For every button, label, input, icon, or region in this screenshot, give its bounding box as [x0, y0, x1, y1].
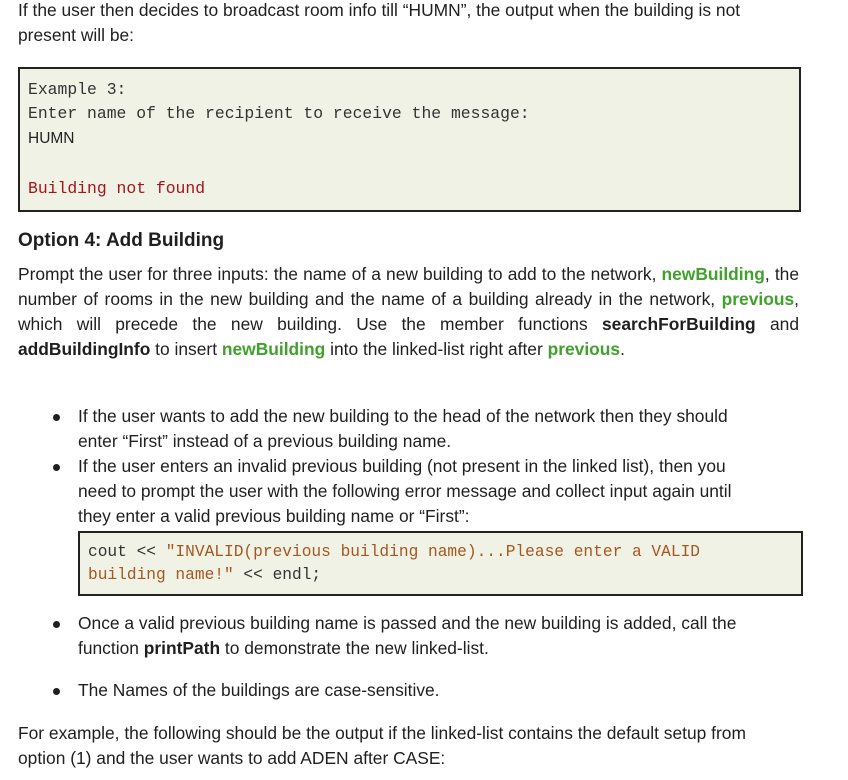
example-error: Building not found: [28, 179, 206, 198]
bullet-text: [78, 611, 778, 661]
term-previous-2: previous: [547, 339, 621, 359]
para-text-6: to insert: [150, 339, 222, 359]
para-text-1: Prompt the user for three inputs: the name of a new building to add to the network,: [18, 264, 657, 284]
code-line-1: [88, 541, 700, 563]
code-string-1: "INVALID(previous building name)...Please enter a VALID: [165, 543, 700, 561]
bullet-text: [78, 404, 778, 454]
para-text-8: .: [620, 339, 625, 359]
para-text-5: and: [755, 314, 799, 334]
section-paragraph: [18, 262, 799, 362]
example-3-box: [18, 67, 801, 212]
intro-line-2: present will be:: [18, 25, 134, 45]
intro-line-1: If the user then decides to broadcast room info till “HUMN”, the output when the building is not: [18, 0, 741, 20]
code-operator: <<: [233, 566, 273, 584]
bullet-text: The Names of the buildings are case-sensitive.: [78, 680, 440, 700]
term-searchforbuilding: searchForBuilding: [602, 314, 756, 334]
intro-paragraph: [18, 0, 802, 48]
term-previous: previous: [721, 289, 795, 309]
outro-line-2: option (1) and the user wants to add ADEN after CASE:: [18, 748, 446, 768]
term-newbuilding: newBuilding: [661, 264, 765, 284]
section-heading: Option 4: Add Building: [18, 230, 225, 251]
para-text-4: , which will precede the new building. Use the member functions: [18, 289, 799, 334]
bullet-3-text-a: function: [78, 638, 144, 658]
code-string-2: building name!": [88, 566, 234, 584]
error-message-code-box: [78, 531, 803, 596]
bullet-3-line-1: Once a valid previous building name is passed and the new building is added, call the: [78, 613, 737, 633]
code-cout: cout: [88, 543, 127, 561]
bullet-dot-icon: [53, 414, 60, 421]
bullet-dot-icon: [53, 621, 60, 628]
bullet-3-line-2: [78, 636, 778, 661]
term-newbuilding-2: newBuilding: [221, 339, 326, 359]
code-operator: <<: [126, 543, 166, 561]
code-endl: endl;: [272, 566, 322, 584]
bullet-2-line-2: need to prompt the user with the following error message and collect input again until: [78, 481, 732, 501]
bullet-2-line-1: If the user enters an invalid previous building (not present in the linked list), then you: [78, 456, 726, 476]
para-text-7: into the linked-list right after: [325, 339, 543, 359]
term-addbuildinginfo: addBuildingInfo: [18, 339, 151, 359]
para-text-2: , the number of rooms in the new building and the name of a building already in: [18, 264, 799, 309]
bullet-3-text-c: to demonstrate the new linked-list.: [220, 638, 489, 658]
bullet-dot-icon: [53, 464, 60, 471]
example-prompt: Enter name of the recipient to receive the message:: [28, 104, 530, 123]
bullet-text: [78, 454, 778, 529]
example-title: Example 3:: [28, 80, 127, 99]
term-printpath: printPath: [143, 638, 221, 658]
bullet-1-line-2: enter “First” instead of a previous building name.: [78, 431, 452, 451]
outro-line-1: For example, the following should be the output if the linked-list contains the default setup from: [18, 723, 746, 743]
code-line-2: [88, 564, 321, 586]
para-text-3: the network,: [618, 289, 716, 309]
bullet-1-line-1: If the user wants to add the new building to the head of the network then they should: [78, 406, 728, 426]
example-input: HUMN: [28, 130, 75, 147]
bullet-2-line-3: they enter a valid previous building name or “First”:: [78, 506, 470, 526]
bullet-dot-icon: [53, 688, 60, 695]
outro-paragraph: [18, 721, 802, 771]
